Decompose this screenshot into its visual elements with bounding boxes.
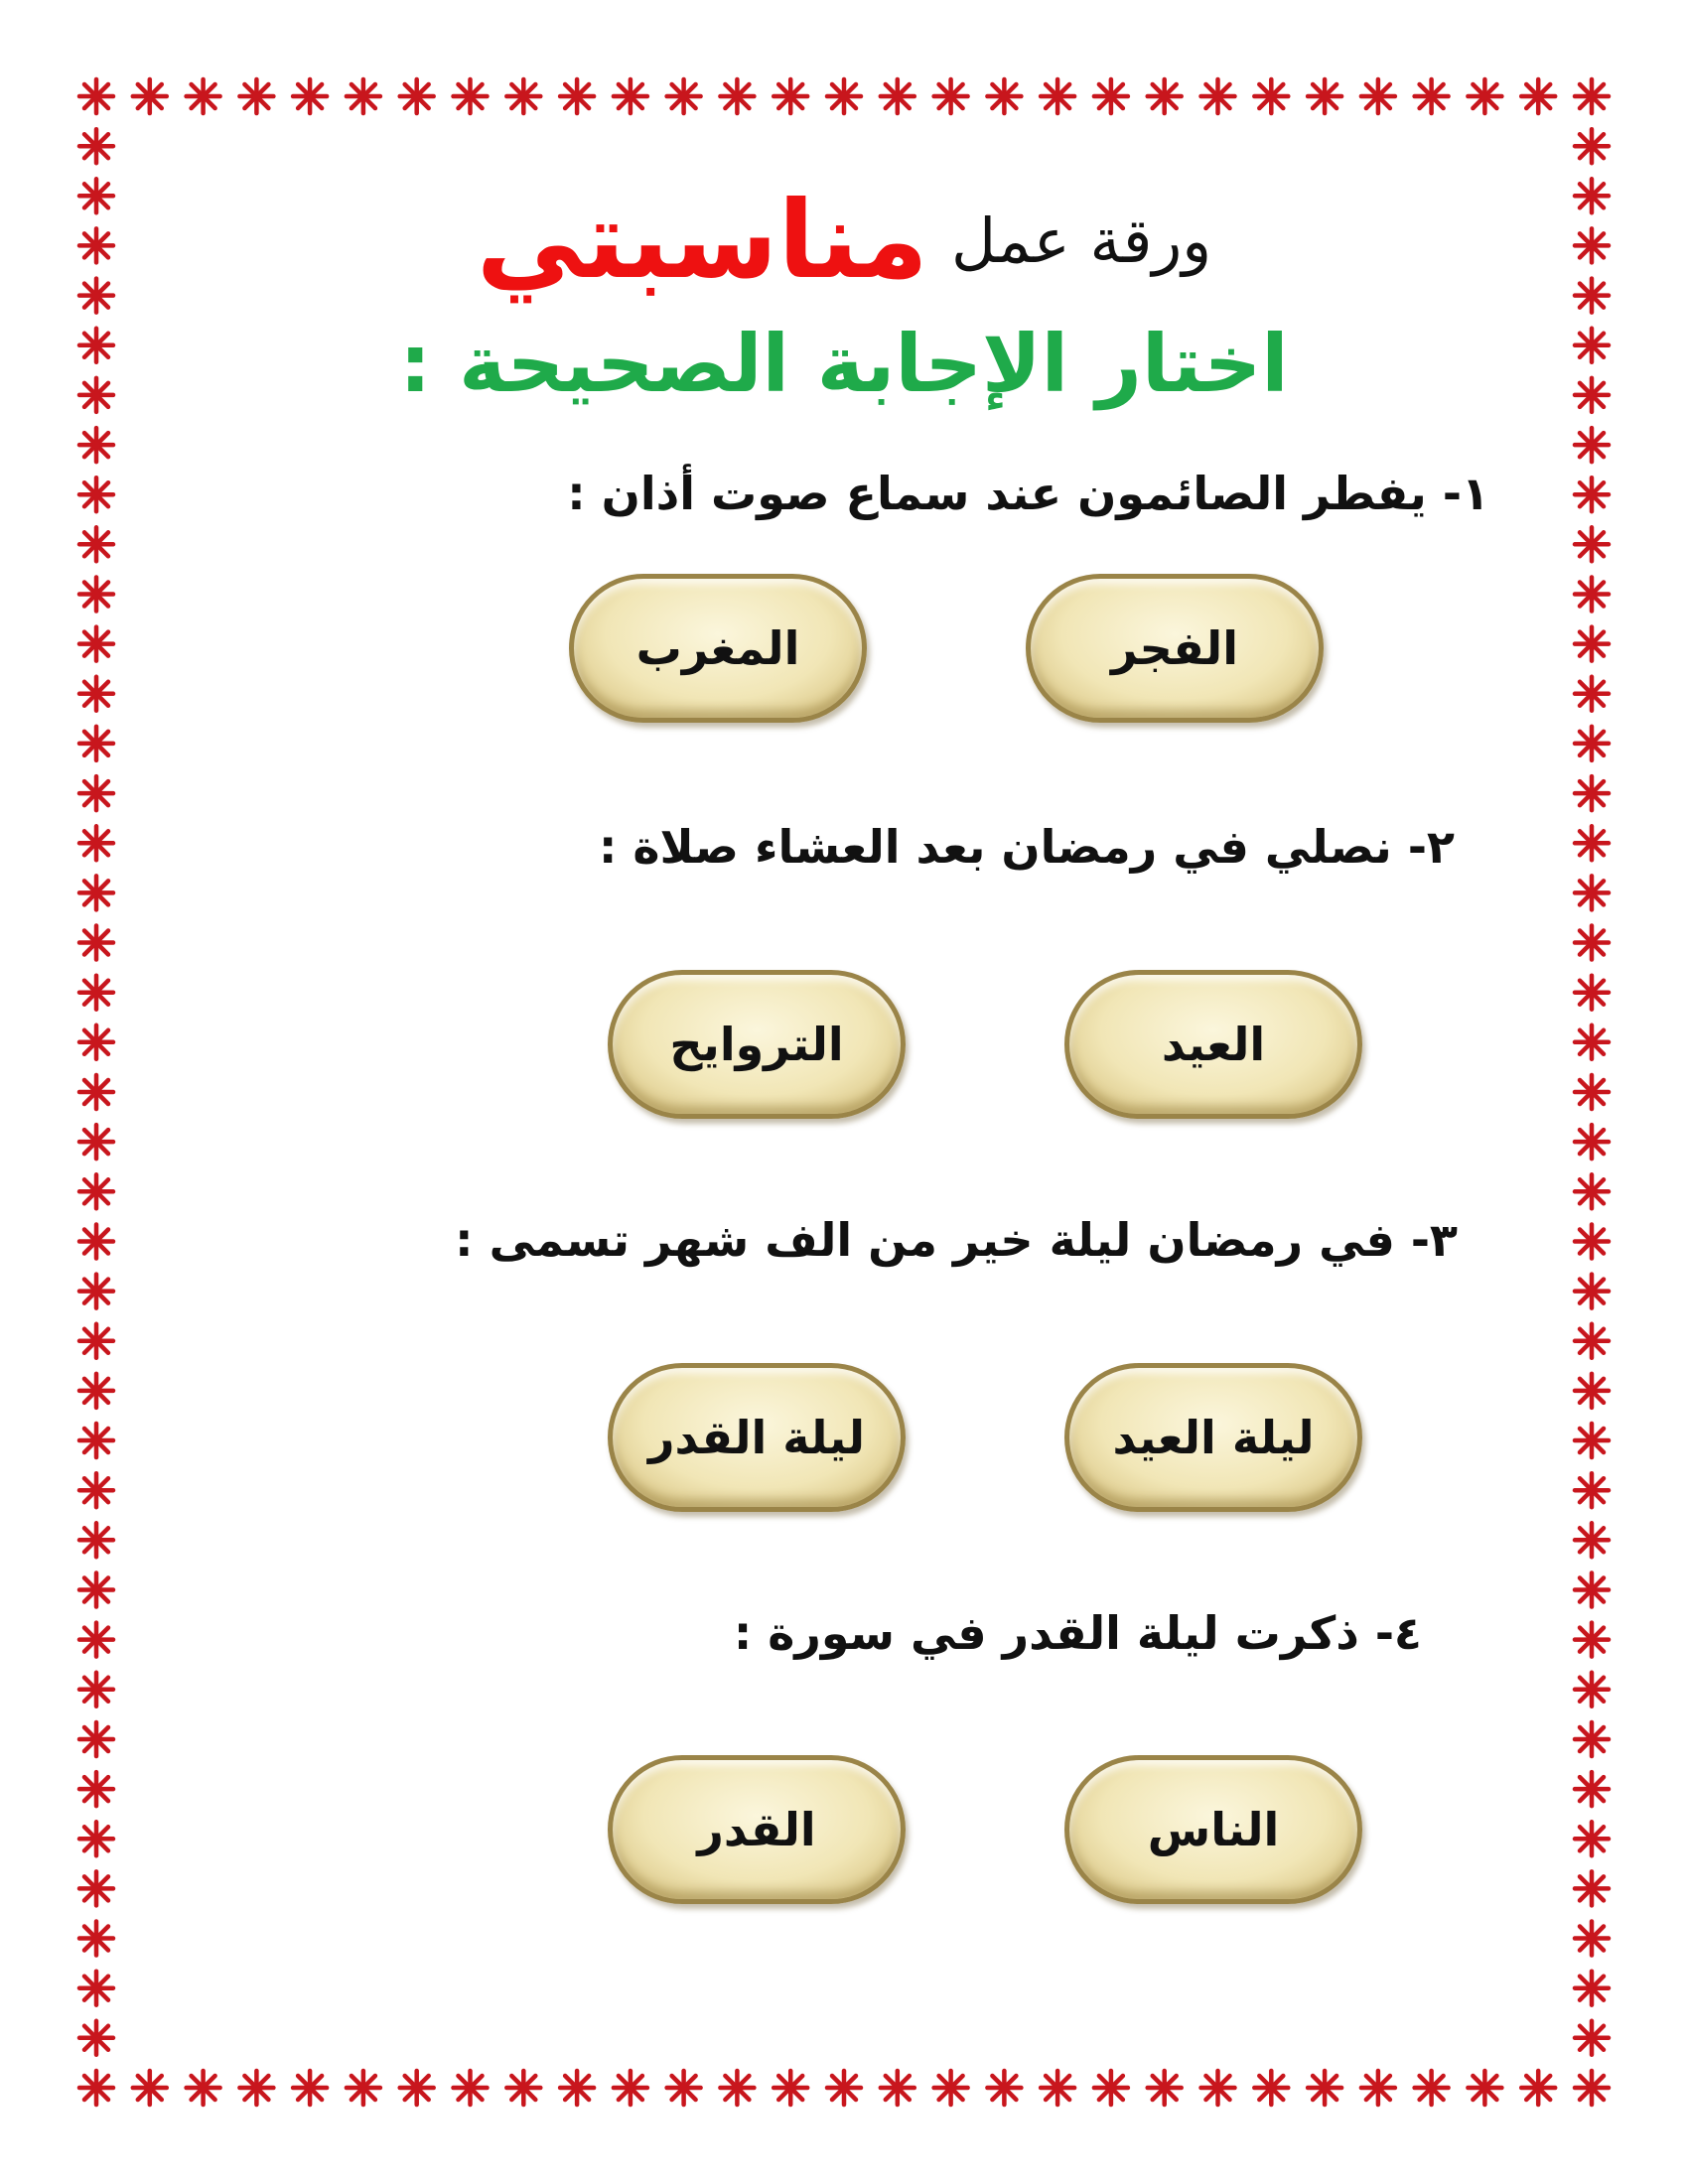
option-label: التروايح: [669, 1018, 844, 1071]
option-label: القدر: [697, 1803, 816, 1856]
title-brand: مناسبتي: [476, 179, 928, 303]
question-1: ١- يفطر الصائمون عند سماع صوت أذان :: [567, 467, 1489, 520]
question-4: ٤- ذكرت ليلة القدر في سورة :: [733, 1606, 1422, 1660]
worksheet-title: [0, 179, 1688, 303]
option-4-a[interactable]: [1064, 1755, 1362, 1904]
option-2-b[interactable]: [608, 970, 906, 1119]
option-4-b[interactable]: [608, 1755, 906, 1904]
title-prefix: ورقة عمل: [950, 205, 1212, 277]
option-label: الفجر: [1111, 621, 1238, 675]
option-label: ليلة العيد: [1112, 1411, 1315, 1464]
option-2-a[interactable]: [1064, 970, 1362, 1119]
option-1-a[interactable]: [1026, 574, 1324, 723]
instruction-heading: اختار الإجابة الصحيحة :: [399, 318, 1289, 410]
option-label: المغرب: [635, 621, 800, 675]
option-label: الناس: [1147, 1803, 1280, 1856]
option-label: العيد: [1161, 1018, 1266, 1071]
question-3: ٣- في رمضان ليلة خير من الف شهر تسمى :: [455, 1213, 1458, 1267]
option-3-b[interactable]: [608, 1363, 906, 1512]
option-3-a[interactable]: [1064, 1363, 1362, 1512]
option-label: ليلة القدر: [648, 1411, 865, 1464]
question-2: ٢- نصلي في رمضان بعد العشاء صلاة :: [598, 820, 1455, 874]
option-1-b[interactable]: [569, 574, 867, 723]
